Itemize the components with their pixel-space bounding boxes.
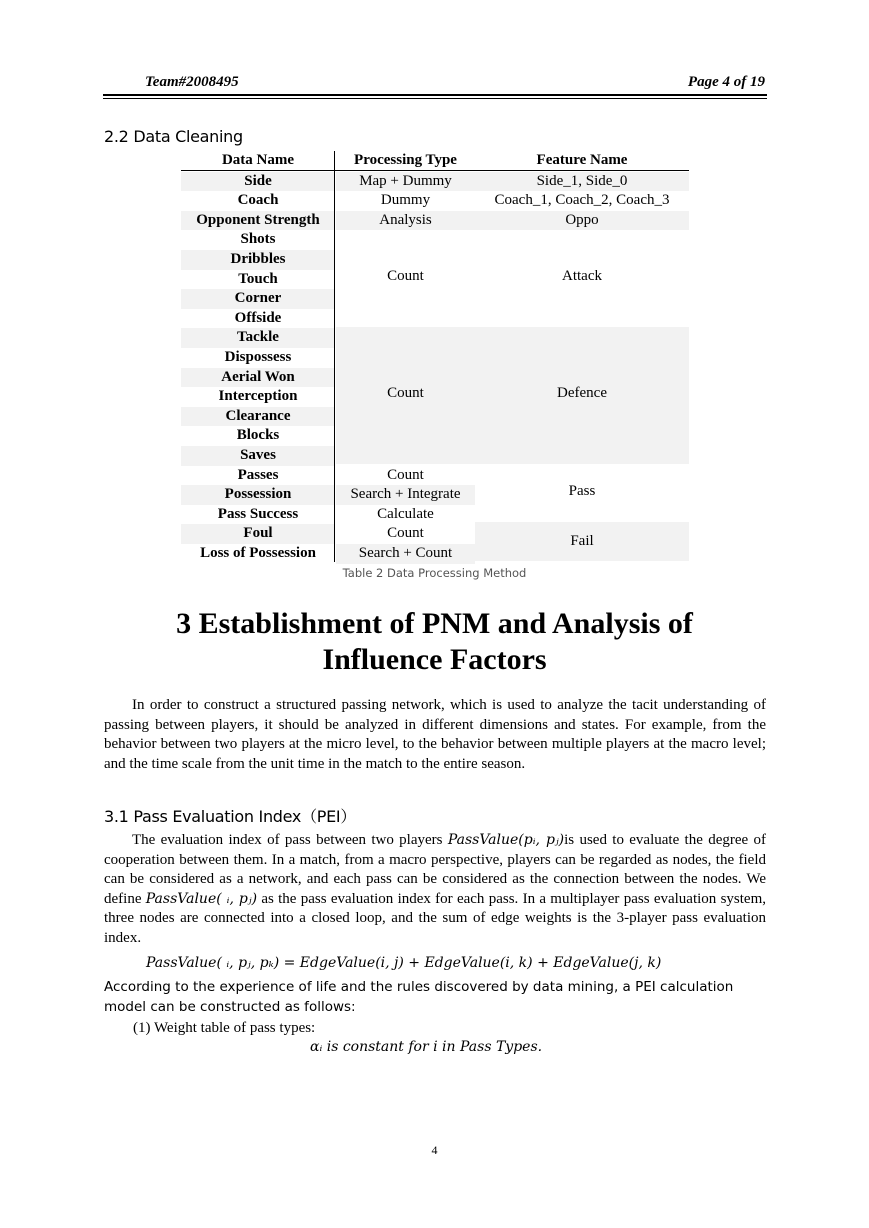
passvalue-formula-2: PassValue( ᵢ, pⱼ) <box>145 890 258 907</box>
weight-table-item: (1) Weight table of pass types: <box>133 1020 316 1036</box>
pei-text-c: as the pass evaluation index for each pass. In a multiplayer pass evaluation system, three nodes are connected into a closed loop, and the sum of edge weights is the 3-player pass evaluation index. <box>104 890 766 946</box>
table-row <box>181 230 689 250</box>
processing-type-cell: Search + Count <box>336 544 475 564</box>
data-name-cell: Coach <box>237 192 279 209</box>
attack-processing: Count <box>387 268 424 284</box>
pass-feature: Pass <box>568 483 596 499</box>
page-indicator: Page 4 of 19 <box>687 74 765 90</box>
data-name-cell: Aerial Won <box>181 368 335 388</box>
pei-model-paragraph: According to the experience of life and the rules discovered by data mining, a PEI calculation model can be constructed as follows: <box>104 979 734 1015</box>
table-row <box>181 191 689 211</box>
table-header-rule <box>181 170 689 171</box>
section-3-heading <box>0 606 869 678</box>
data-name-cell: Saves <box>181 446 335 466</box>
processing-type-cell: Calculate <box>377 505 434 522</box>
data-name-cell: Corner <box>181 289 335 309</box>
data-name-cell: Shots <box>240 231 276 248</box>
header-rule-thin <box>103 98 767 99</box>
section-3-title-line2: Influence Factors <box>322 643 547 676</box>
table-row <box>181 289 689 309</box>
header-data-name: Data Name <box>221 152 295 168</box>
defence-feature: Defence <box>557 385 607 401</box>
feature-name-cell: Coach_1, Coach_2, Coach_3 <box>494 192 670 209</box>
processing-type-cell: Analysis <box>336 211 475 231</box>
section-3-1-heading: 3.1 Pass Evaluation Index（PEI） <box>104 807 357 826</box>
feature-name-cell: Oppo <box>475 211 689 231</box>
section-2-2-heading: 2.2 Data Cleaning <box>104 127 243 146</box>
table-caption: Table 2 Data Processing Method <box>342 566 527 580</box>
fail-feature: Fail <box>475 522 689 561</box>
table-row <box>181 211 689 231</box>
header-rule-thick <box>103 94 767 96</box>
header-feature-name: Feature Name <box>536 152 628 168</box>
data-name-cell: Clearance <box>181 407 335 427</box>
table-row <box>181 309 689 329</box>
table-column-divider <box>334 151 335 562</box>
three-player-equation: PassValue( ᵢ, pⱼ, pₖ) = EdgeValue(i, j) + EdgeValue(i, k) + EdgeValue(j, k) <box>146 955 662 971</box>
data-name-cell: Interception <box>218 388 298 405</box>
pei-paragraph <box>104 831 766 949</box>
feature-name-cell: Side_1, Side_0 <box>475 172 689 192</box>
processing-type-cell: Count <box>387 525 424 542</box>
alpha-constant-equation: αᵢ is constant for i in Pass Types. <box>310 1039 543 1055</box>
data-name-cell: Tackle <box>181 328 335 348</box>
header-processing-type: Processing Type <box>354 152 457 168</box>
passvalue-formula: PassValue(pᵢ, pⱼ) <box>447 832 565 848</box>
table-row <box>181 250 689 270</box>
data-name-cell: Passes <box>237 466 279 483</box>
data-name-cell: Loss of Possession <box>200 545 316 561</box>
data-name-cell: Offside <box>234 309 282 326</box>
data-name-cell: Foul <box>181 524 335 544</box>
processing-type-cell: Search + Integrate <box>336 485 475 505</box>
data-name-cell: Pass Success <box>217 505 299 522</box>
table-row <box>181 172 689 192</box>
team-id: Team#2008495 <box>145 74 239 90</box>
data-name-cell: Possession <box>181 485 335 505</box>
defence-processing: Count <box>387 385 424 401</box>
page-number: 4 <box>431 1143 438 1157</box>
data-name-cell: Blocks <box>236 427 280 444</box>
pei-text-b: is used to evaluate the degree of cooperation between them. In a match, from a macro perspective, players can be regarded as nodes, the field can be considered as a network, and each pass can be considered as the connection between the nodes. We define <box>104 832 766 907</box>
processing-type-cell: Map + Dummy <box>336 172 475 192</box>
processing-type-cell: Count <box>387 466 424 483</box>
data-name-cell: Side <box>181 172 335 192</box>
page-header <box>103 74 767 94</box>
data-name-cell: Touch <box>238 270 278 287</box>
attack-feature: Attack <box>562 268 602 284</box>
section-3-title-line1: 3 Establishment of PNM and Analysis of <box>176 607 693 640</box>
table-header-row <box>181 151 689 171</box>
data-name-cell: Opponent Strength <box>181 211 335 231</box>
pei-text-a: The evaluation index of pass between two players <box>132 832 443 848</box>
data-name-cell: Dispossess <box>224 349 292 365</box>
data-name-cell: Dribbles <box>181 250 335 270</box>
processing-type-cell: Dummy <box>380 192 431 209</box>
intro-paragraph: In order to construct a structured passing network, which is used to analyze the tacit understanding of passing between players, it should be analyzed in different dimensions and states. For example, from the behavior between two players at the micro level, to the behavior between multiple players at the macro level; and the time scale from the unit time in the match to the entire season. <box>104 697 766 772</box>
